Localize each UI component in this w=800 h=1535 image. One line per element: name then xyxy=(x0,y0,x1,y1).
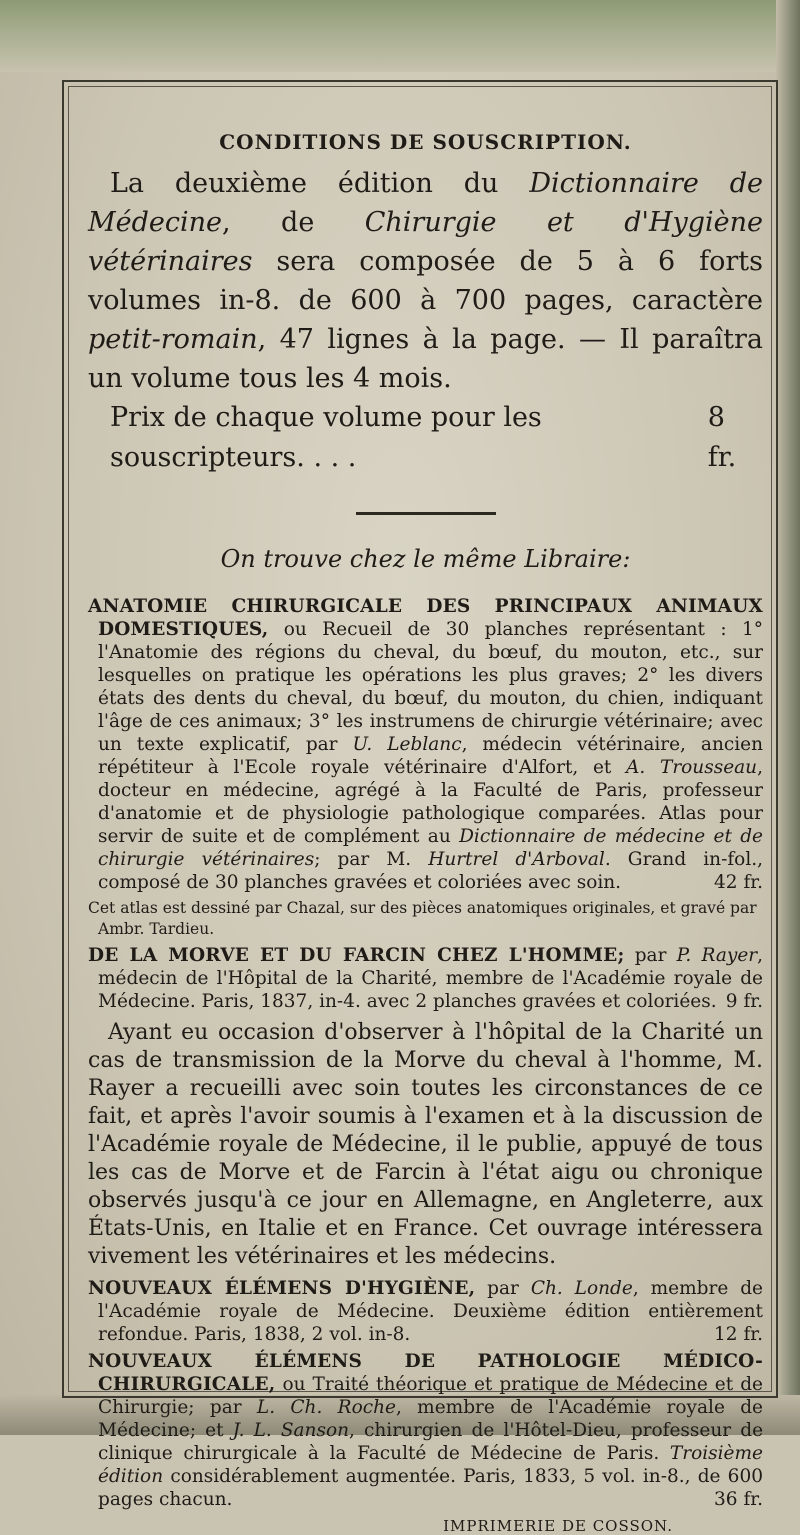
entry-author: A. Trousseau xyxy=(626,757,758,778)
catalogue-entry-pathologie xyxy=(88,1350,763,1511)
dictionary-title-cont: Chirurgie et d'Hygiène vétérinaires xyxy=(88,207,763,277)
page-edge-top xyxy=(0,0,800,72)
catalogue-entry-anatomie xyxy=(88,595,763,894)
entry-text: , docteur en médecine, agrégé à la Faculté de Paris, professeur d'anatomie et de physiologie pathologique comparées. Atlas pour servir de suite et de complément au xyxy=(98,757,763,847)
entry-price: 9 fr. xyxy=(725,991,763,1012)
entry-text: ou Recueil de 30 planches représentant : 1° l'Anatomie des régions du cheval, du bœuf, du mouton, etc., sur lesquelles on pratique les opérations les plus graves; 2° les divers états des dents du cheval, du bœuf, du mouton, du chien, indiquant l'âge de ces animaux; 3° les instrumens de chirurgie vétérinaire; avec un texte explicatif, par xyxy=(98,619,763,755)
entry-author: J. L. Sanson xyxy=(232,1420,350,1441)
entry-price: 42 fr. xyxy=(714,872,763,893)
entry-text: ou Traité théorique et pratique de Médecine et de Chirurgie; par xyxy=(98,1374,763,1418)
entry-text: , membre de l'Académie royale de Médecine. Deuxième édition entièrement refondue. Paris, 1838, 2 vol. in-8. xyxy=(98,1278,763,1345)
entry-text: , médecin de l'Hôpital de la Charité, membre de l'Académie royale de Médecine. Paris, 1837, in-4. avec 2 planches gravées et coloriées. xyxy=(98,945,763,1012)
edition-note: Troisième édition xyxy=(98,1443,763,1487)
entry-title: NOUVEAUX ÉLÉMENS D'HYGIÈNE, xyxy=(88,1278,476,1299)
entry-text: , membre de l'Académie royale de Médecine; et xyxy=(98,1397,764,1441)
entry-author: U. Leblanc xyxy=(352,734,462,755)
entry-text: ; par M. xyxy=(314,849,429,870)
printer-imprint: IMPRIMERIE DE COSSON. xyxy=(443,1517,673,1535)
morve-description: Ayant eu occasion d'observer à l'hôpital de la Charité un cas de transmission de la Morve du cheval à l'homme, M. Rayer a recueilli avec soin toutes les circonstances de ce fait, et après l'avoir soumis à l'examen et à la discussion de l'Académie royale de Médecine, il le publie, appuyé de tous les cas de Morve et de Farcin à l'état aigu ou chronique observés jusqu'à ce jour en Allemagne, en Angleterre, aux États-Unis, en Italie et en France. Cet ouvrage intéressera vivement les vétérinaires et les médecins. xyxy=(88,1020,763,1269)
entry-title: ANATOMIE CHIRURGICALE DES PRINCIPAUX ANIMAUX DOMESTIQUES, xyxy=(88,596,763,640)
entry-title: DE LA MORVE ET DU FARCIN CHEZ L'HOMME; xyxy=(88,945,625,966)
entry-text: considérablement augmentée. Paris, 1833, 5 vol. in-8., de 600 pages chacun. xyxy=(98,1466,763,1510)
entry-text: par xyxy=(475,1278,531,1299)
entry-anatomie-text xyxy=(88,595,763,894)
divider-rule xyxy=(356,512,496,515)
entry-morve-text xyxy=(88,944,763,1013)
subscription-conditions xyxy=(88,164,763,398)
entry-reference: Dictionnaire de médecine et de chirurgie vétérinaires xyxy=(98,826,764,870)
page-edge-right xyxy=(776,0,800,1435)
conditions-text: , 47 lignes à la page. — Il paraîtra un volume tous les 4 mois. xyxy=(88,324,763,394)
conditions-text: sera composée de 5 à 6 forts volumes in-8. de 600 à 700 pages, caractère xyxy=(88,246,763,316)
entry-price: 12 fr. xyxy=(714,1324,763,1345)
entry-author: P. Rayer xyxy=(676,945,758,966)
price-label: Prix de chaque volume pour les souscripteurs. . . . xyxy=(110,402,542,473)
page-title: CONDITIONS DE SOUSCRIPTION. xyxy=(219,130,632,154)
entry-pathologie-text xyxy=(88,1350,763,1511)
entry-author: Hurtrel d'Arboval xyxy=(428,849,605,870)
entry-title: NOUVEAUX ÉLÉMENS DE PATHOLOGIE MÉDICO-CHIRURGICALE, xyxy=(88,1351,763,1395)
entry-text: , chirurgien de l'Hôtel-Dieu, professeur de clinique chirurgicale à la Faculté de Médecine de Paris. xyxy=(98,1420,764,1464)
entry-price: 36 fr. xyxy=(714,1489,763,1510)
same-publisher-heading: On trouve chez le même Libraire: xyxy=(220,545,631,573)
subscriber-price-row xyxy=(110,398,763,478)
catalogue-entry-hygiene xyxy=(88,1277,763,1346)
page-content xyxy=(88,130,763,1535)
catalogue-entry-morve xyxy=(88,944,763,1013)
atlas-note: Cet atlas est dessiné par Chazal, sur des pièces anatomiques originales, et gravé par Ambr. Tardieu. xyxy=(88,899,757,938)
conditions-text: La deuxième édition du xyxy=(110,168,530,199)
entry-text: par xyxy=(624,945,677,966)
entry-text: , médecin vétérinaire, ancien répétiteur à l'Ecole royale vétérinaire d'Alfort, et xyxy=(98,734,763,778)
typeface-name: petit-romain xyxy=(88,324,258,355)
entry-author: Ch. Londe xyxy=(530,1278,633,1299)
entry-author: L. Ch. Roche xyxy=(256,1397,396,1418)
price-value: 8 fr. xyxy=(707,402,737,473)
conditions-text: , de xyxy=(222,207,365,238)
entry-text: . Grand in-fol., composé de 30 planches gravées et coloriées avec soin. xyxy=(98,849,764,893)
dictionary-title: Dictionnaire de Médecine xyxy=(88,168,763,238)
entry-hygiene-text xyxy=(88,1277,763,1346)
